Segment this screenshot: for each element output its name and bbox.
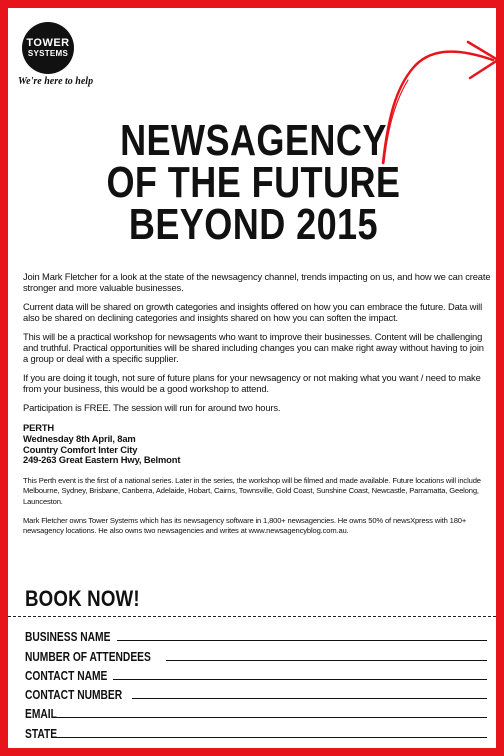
body-text bbox=[23, 272, 491, 545]
number-of-attendees-field[interactable] bbox=[25, 644, 487, 663]
headline-line-2: OF THE FUTURE bbox=[106, 158, 401, 207]
field-line[interactable] bbox=[132, 698, 487, 699]
email-field[interactable] bbox=[25, 702, 487, 721]
logo-line-2: SYSTEMS bbox=[27, 49, 69, 58]
author-note: Mark Fletcher owns Tower Systems which has its newsagency software in 1,800+ newsagencies. He owns 50% of newsXpress with 180+ newsagency locations. He also owns two newsagencies and writes at www.newsagencyblog.com.au. bbox=[23, 515, 467, 535]
series-note: This Perth event is the first of a national series. Later in the series, the workshop will be filmed and made available. Future locations will include Melbourne, Sydney, Brisbane, Canberra, Adelaide, Hobart, Cairns, Townsville, Gold Coast, Sunshine Coast, Newcastle, Parramatta, Geelong, Launceston. bbox=[23, 476, 481, 506]
paragraph: Join Mark Fletcher for a look at the state of the newsagency channel, trends impacting on us, and how we can create stronger and more valuable businesses. bbox=[23, 271, 491, 293]
tagline: We're here to help bbox=[18, 76, 94, 87]
book-now-heading: BOOK NOW! bbox=[25, 586, 140, 611]
event-venue: Country Comfort Inter City bbox=[23, 443, 138, 455]
contact-number-field[interactable] bbox=[25, 683, 487, 702]
business-name-field[interactable] bbox=[25, 625, 487, 644]
field-label: STATE bbox=[25, 726, 58, 741]
field-label: CONTACT NAME bbox=[25, 668, 108, 683]
paragraph: This will be a practical workshop for newsagents who want to improve their businesses. Content will be challenging and truthful. Practical opportunities will be shared including changes you can make right away without having to join a group or deal with a specific supplier. bbox=[23, 331, 484, 364]
event-details bbox=[23, 423, 491, 466]
logo-line-1: TOWER bbox=[26, 37, 70, 49]
headline-line-3: BEYOND 2015 bbox=[128, 200, 379, 249]
field-line[interactable] bbox=[166, 660, 487, 661]
field-line[interactable] bbox=[113, 679, 487, 680]
field-label: BUSINESS NAME bbox=[25, 630, 111, 645]
paragraph: Participation is FREE. The session will run for around two hours. bbox=[23, 402, 281, 414]
headline-line-1: NEWSAGENCY bbox=[120, 116, 387, 165]
field-label: EMAIL bbox=[25, 707, 57, 722]
field-line[interactable] bbox=[52, 717, 487, 718]
tower-systems-logo bbox=[22, 22, 74, 74]
paragraph: If you are doing it tough, not sure of future plans for your newsagency or not making what you want / need to make from your business, this would be a good workshop to attend. bbox=[23, 372, 481, 394]
field-line[interactable] bbox=[117, 640, 487, 641]
event-city: PERTH bbox=[23, 421, 55, 433]
field-label: NUMBER OF ATTENDEES bbox=[25, 649, 151, 664]
field-label: CONTACT NUMBER bbox=[25, 688, 123, 703]
headline bbox=[53, 116, 453, 249]
paragraph: Current data will be shared on growth categories and insights offered on how you can embrace the future. Data will also be shared on declining categories and insights shared on how you can soften the impact. bbox=[23, 301, 483, 323]
booking-form bbox=[25, 625, 487, 741]
contact-name-field[interactable] bbox=[25, 664, 487, 683]
dashed-cut-line bbox=[8, 616, 496, 617]
state-field[interactable] bbox=[25, 721, 487, 740]
event-address: 249-263 Great Eastern Hwy, Belmont bbox=[23, 454, 181, 466]
field-line[interactable] bbox=[52, 737, 487, 738]
event-date: Wednesday 8th April, 8am bbox=[23, 432, 136, 444]
